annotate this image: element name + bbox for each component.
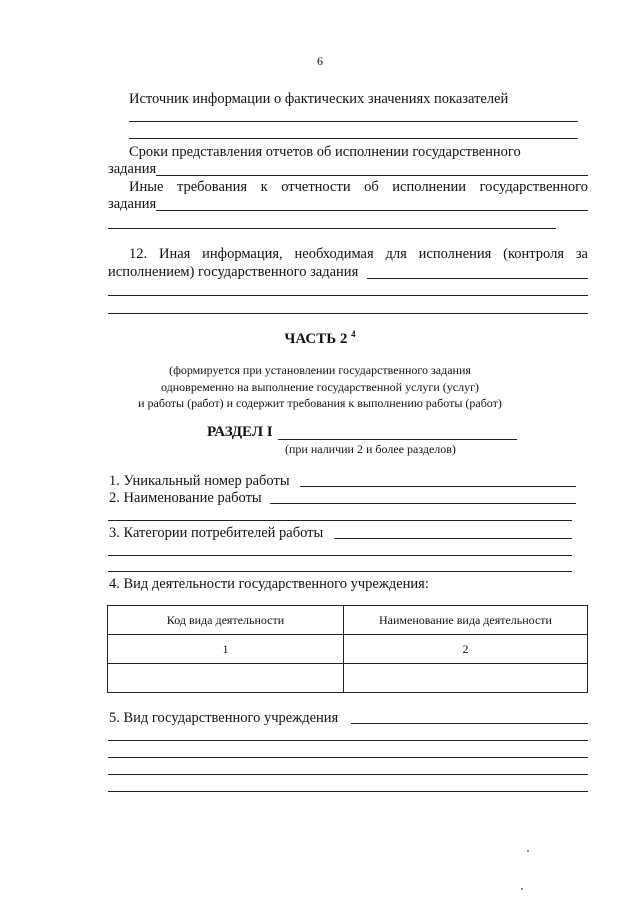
footnote-mark: 4 (351, 329, 356, 339)
fill-line (367, 278, 588, 279)
section-title: РАЗДЕЛ I (207, 424, 273, 440)
fill-line (108, 740, 588, 741)
column-number-2: 2 (344, 635, 588, 664)
fill-line (108, 571, 572, 572)
fill-line (334, 538, 572, 539)
other-requirements-label: Иные требования к отчетности об исполнении государственного (129, 179, 588, 195)
table-row (108, 664, 588, 693)
part-note-line-3: и работы (работ) и содержит требования к выполнению работы (работ) (138, 396, 502, 410)
table-cell (344, 664, 588, 693)
fill-line (156, 210, 588, 211)
scan-speck (527, 850, 529, 852)
deadlines-label-cont: задания (108, 161, 157, 177)
scan-speck (521, 888, 523, 890)
page-number: 6 (317, 54, 323, 68)
fill-line (156, 175, 588, 176)
item-work-name: 2. Наименование работы (109, 490, 262, 506)
item-institution-type: 5. Вид государственного учреждения (109, 710, 339, 726)
fill-line (129, 138, 578, 139)
table-header-row (108, 606, 588, 635)
item-consumer-categories: 3. Категории потребителей работы (109, 525, 324, 541)
fill-line (108, 228, 556, 229)
fill-line (351, 723, 588, 724)
section-name-line (278, 439, 517, 440)
table-number-row (108, 635, 588, 664)
part-note-line-2: одновременно на выполнение государственной услуги (услуг) (161, 380, 479, 394)
section-12-label: 12. Иная информация, необходимая для исполнения (контроля за (129, 246, 588, 262)
item-unique-number: 1. Уникальный номер работы (109, 473, 290, 489)
header-activity-name: Наименование вида деятельности (344, 606, 588, 635)
activity-table (107, 605, 588, 693)
fill-line (108, 520, 572, 521)
part-title (0, 329, 640, 348)
other-requirements-label-cont: задания (108, 196, 157, 212)
fill-line (300, 486, 576, 487)
deadlines-label: Сроки представления отчетов об исполнении государственного (129, 144, 521, 160)
fill-line (108, 555, 572, 556)
fill-line (270, 503, 576, 504)
info-source-label: Источник информации о фактических значениях показателей (129, 91, 509, 107)
header-activity-code: Код вида деятельности (108, 606, 344, 635)
column-number-1: 1 (108, 635, 344, 664)
part-title-text: ЧАСТЬ 2 (284, 331, 348, 347)
part-note-line-1: (формируется при установлении государственного задания (169, 363, 471, 377)
table-cell (108, 664, 344, 693)
fill-line (108, 774, 588, 775)
fill-line (108, 757, 588, 758)
item-activity-type: 4. Вид деятельности государственного учреждения: (109, 576, 429, 592)
fill-line (108, 791, 588, 792)
section-12-label-cont: исполнением) государственного задания (108, 264, 359, 280)
section-hint: (при наличии 2 и более разделов) (285, 442, 456, 456)
fill-line (129, 121, 578, 122)
fill-line (108, 295, 588, 296)
fill-line (108, 313, 588, 314)
